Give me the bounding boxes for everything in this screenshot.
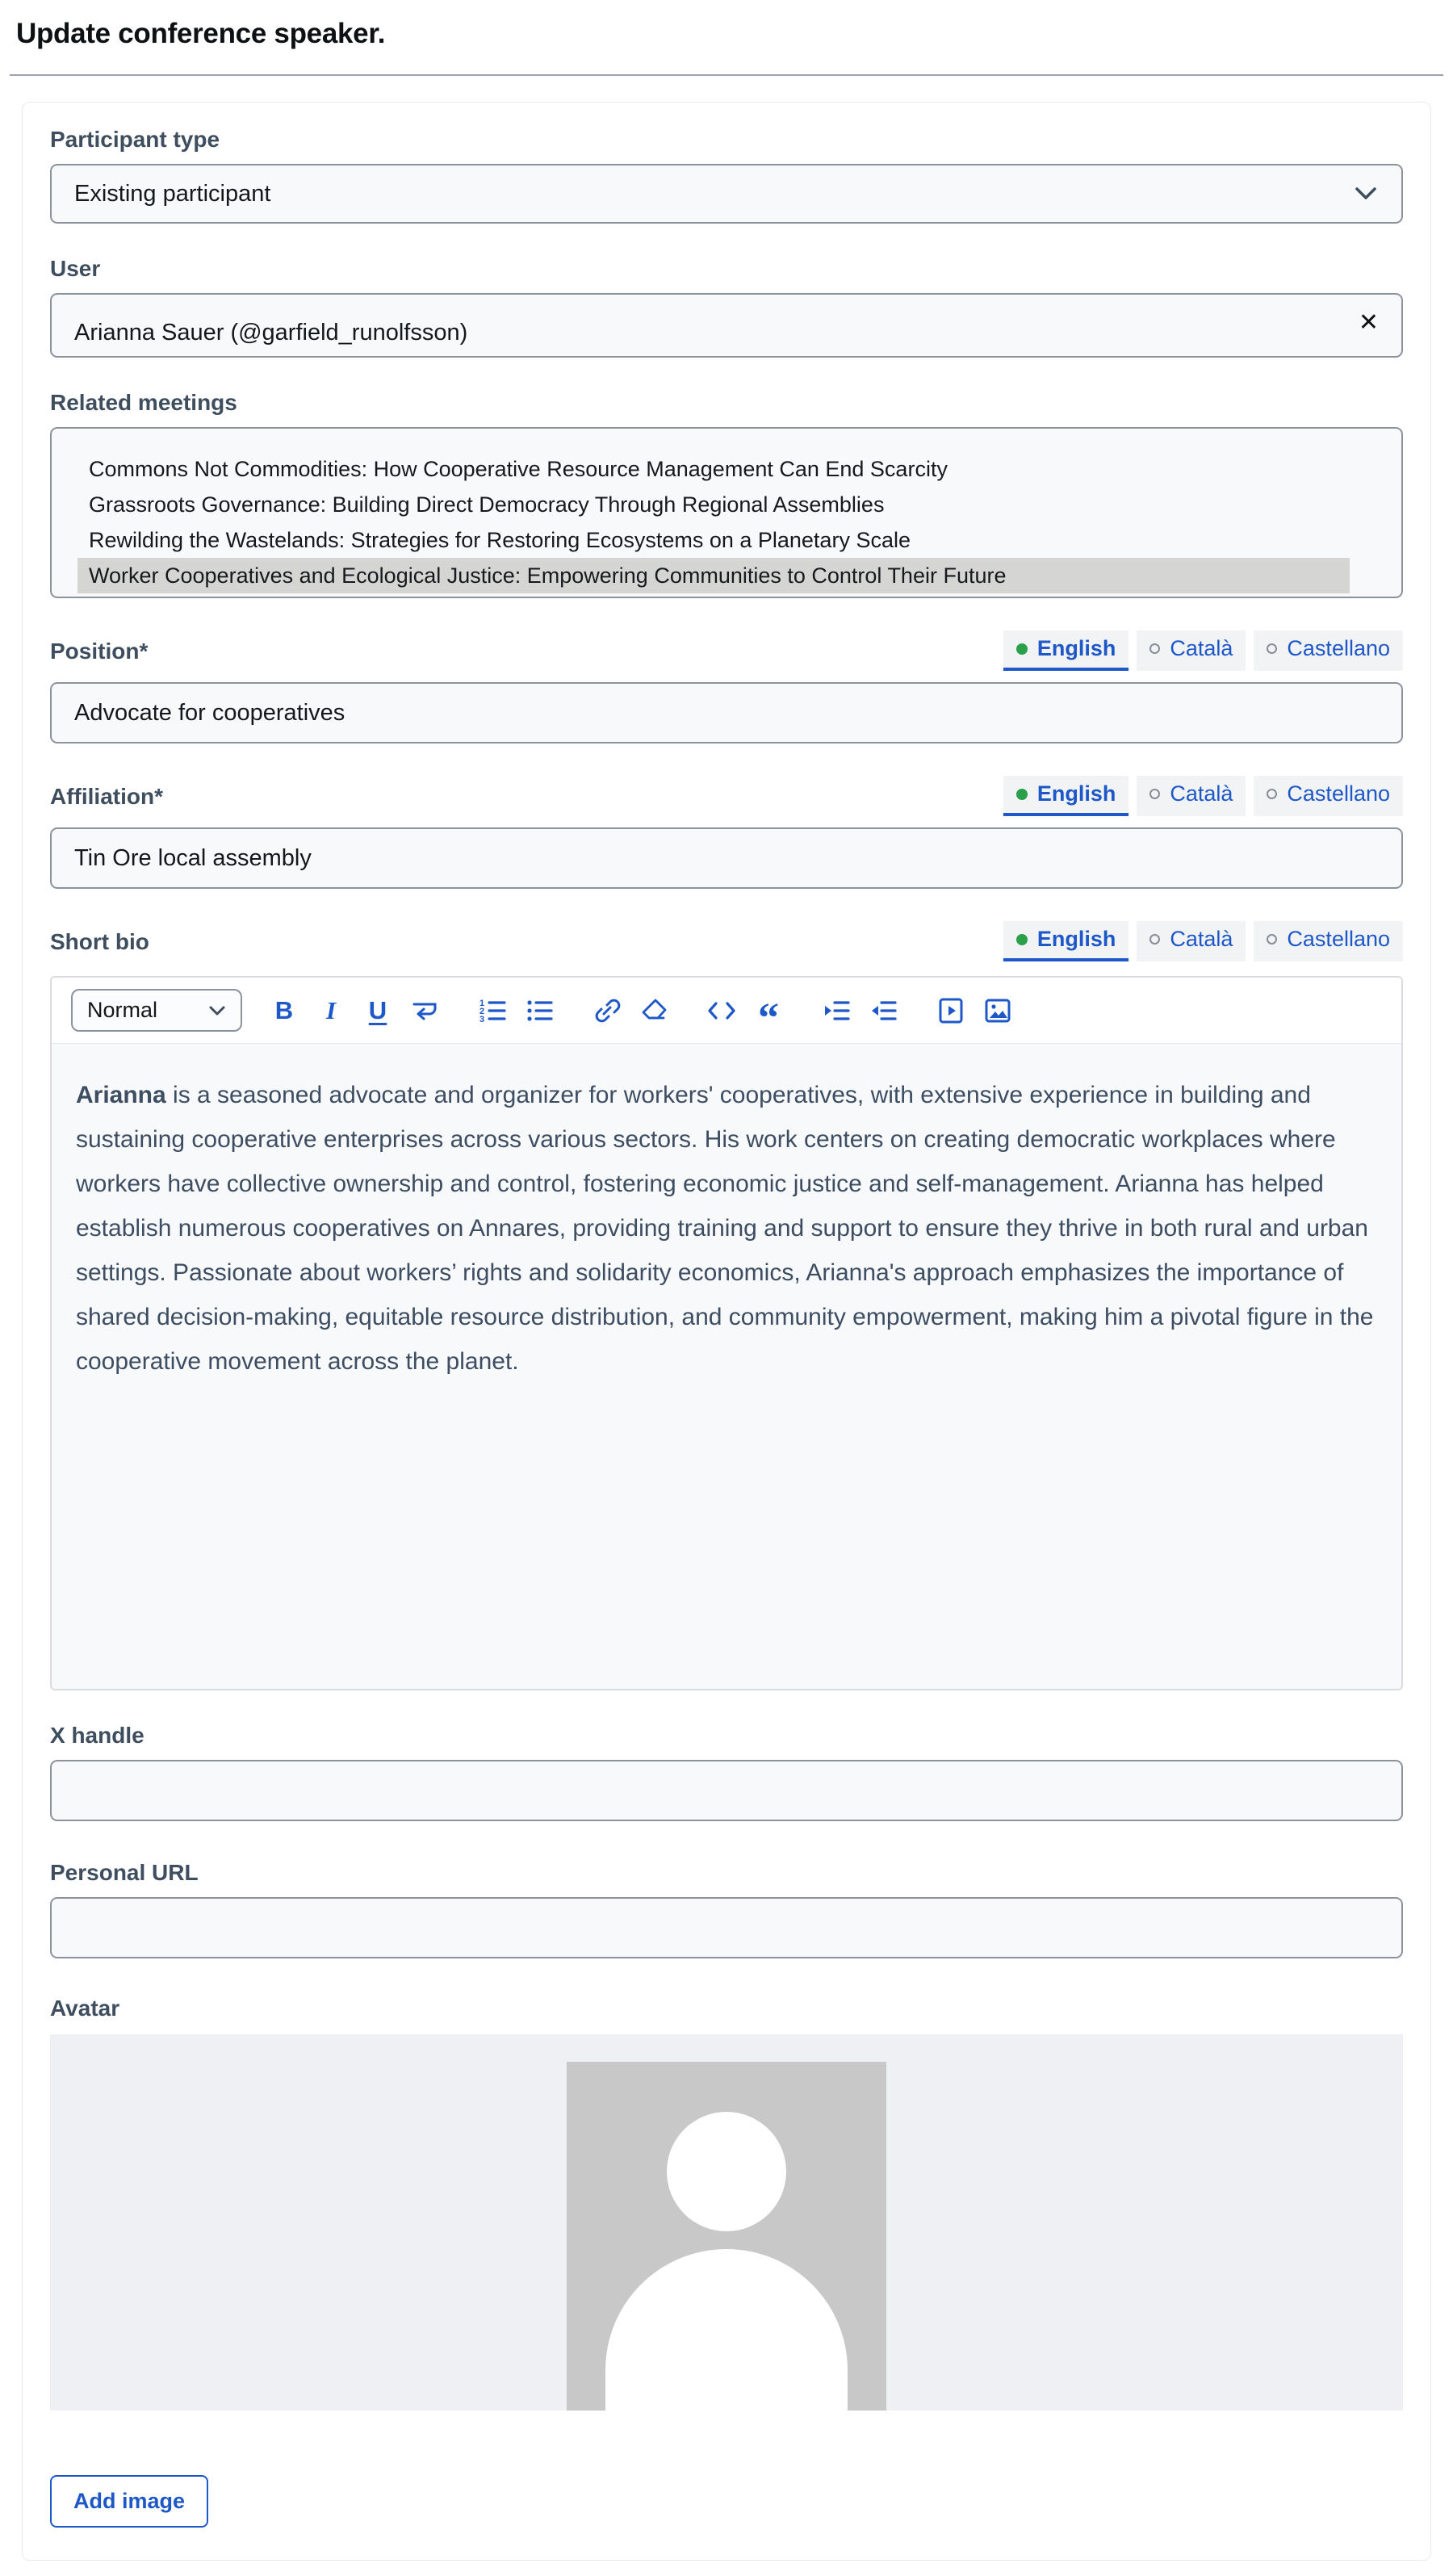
inactive-language-ring-icon (1267, 789, 1277, 799)
indent-icon[interactable] (822, 996, 851, 1025)
tab-language-english[interactable]: English (1003, 921, 1129, 961)
related-meetings-label: Related meetings (50, 390, 237, 415)
avatar-placeholder-image (567, 2062, 886, 2411)
tab-language-catala[interactable]: Català (1137, 776, 1246, 816)
position-language-tabs (1003, 630, 1403, 671)
x-handle-label: X handle (50, 1723, 144, 1748)
meeting-option[interactable]: Rewilding the Wastelands: Strategies for Restoring Ecosystems on a Planetary Scale (89, 528, 911, 552)
inactive-language-ring-icon (1149, 789, 1160, 799)
tab-language-catala[interactable]: Català (1137, 630, 1246, 671)
short-bio-language-tabs (1003, 921, 1403, 961)
blockquote-icon[interactable]: “ (754, 996, 783, 1025)
code-block-icon[interactable] (707, 996, 736, 1025)
link-icon[interactable] (593, 996, 622, 1025)
active-language-dot-icon (1016, 789, 1028, 800)
clear-user-icon[interactable]: ✕ (1358, 309, 1379, 336)
inactive-language-ring-icon (1149, 934, 1160, 945)
avatar-silhouette-body (605, 2249, 848, 2411)
chevron-down-icon (1353, 186, 1379, 202)
bullet-list-icon[interactable] (525, 996, 554, 1025)
meeting-option[interactable]: Commons Not Commodities: How Cooperative Resource Management Can End Scarcity (89, 457, 948, 481)
chevron-down-icon (208, 1005, 226, 1016)
active-language-dot-icon (1016, 934, 1028, 945)
image-icon[interactable] (983, 996, 1012, 1025)
tab-language-english[interactable]: English (1003, 630, 1129, 671)
outdent-icon[interactable] (869, 996, 898, 1025)
participant-type-select[interactable] (50, 164, 1403, 224)
tab-language-english[interactable]: English (1003, 776, 1129, 816)
personal-url-input[interactable] (50, 1897, 1403, 1958)
clear-format-icon[interactable] (639, 996, 668, 1025)
title-divider (10, 74, 1443, 76)
add-image-button[interactable]: Add image (50, 2475, 208, 2528)
participant-type-label: Participant type (50, 127, 220, 152)
meeting-option-selected[interactable]: Worker Cooperatives and Ecological Justice: Empowering Communities to Control Their Future (77, 558, 1350, 593)
editor-toolbar (52, 978, 1401, 1043)
svg-text:1: 1 (479, 998, 485, 1008)
affiliation-input[interactable] (50, 827, 1403, 889)
short-bio-editor-body[interactable] (52, 1043, 1401, 1689)
ordered-list-icon[interactable] (478, 996, 507, 1025)
inactive-language-ring-icon (1149, 643, 1160, 654)
affiliation-label: Affiliation* (50, 784, 163, 809)
soft-break-icon[interactable] (410, 996, 439, 1025)
tab-language-castellano[interactable]: Castellano (1254, 776, 1403, 816)
page-title: Update conference speaker. (16, 18, 386, 49)
participant-type-value: Existing participant (74, 180, 271, 207)
italic-icon[interactable]: I (316, 996, 345, 1025)
bio-lead-word: Arianna (76, 1082, 166, 1108)
inactive-language-ring-icon (1267, 643, 1277, 654)
avatar-preview-panel (50, 2034, 1403, 2411)
svg-text:2: 2 (479, 1006, 485, 1016)
paragraph-style-select[interactable]: Normal (71, 989, 242, 1032)
speaker-form-card (22, 102, 1431, 2561)
tab-language-castellano[interactable]: Castellano (1254, 630, 1403, 671)
avatar-label: Avatar (50, 1996, 120, 2021)
rich-text-editor (50, 976, 1403, 1690)
active-language-dot-icon (1016, 643, 1028, 655)
x-handle-input[interactable] (50, 1760, 1403, 1821)
tab-language-catala[interactable]: Català (1137, 921, 1246, 961)
avatar-silhouette-head (667, 2112, 786, 2231)
bio-text: is a seasoned advocate and organizer for workers' cooperatives, with extensive experience in building and sustaining cooperative enterprises across various sectors. His work centers on creating democratic workplaces where workers have collective ownership and control, fostering economic justice and self-management. Arianna has helped establish numerous cooperatives on Annares, providing training and support to ensure they thrive in both rural and urban settings. Passionate about workers’ rights and solidarity economics, Arianna's approach emphasizes the importance of shared decision-making, equitable resource distribution, and community empowerment, making him a pivotal figure in the cooperative movement across the planet. (76, 1082, 1374, 1375)
underline-icon[interactable]: U (363, 996, 392, 1025)
personal-url-label: Personal URL (50, 1860, 199, 1885)
user-selected-value: Arianna Sauer (@garfield_runolfsson) (74, 320, 468, 346)
video-icon[interactable] (936, 996, 965, 1025)
short-bio-label: Short bio (50, 929, 149, 954)
bold-icon[interactable]: B (270, 996, 299, 1025)
svg-text:3: 3 (479, 1014, 485, 1024)
tab-language-castellano[interactable]: Castellano (1254, 921, 1403, 961)
affiliation-language-tabs (1003, 776, 1403, 816)
user-select-widget[interactable] (50, 293, 1403, 358)
inactive-language-ring-icon (1267, 934, 1277, 945)
meeting-option[interactable]: Grassroots Governance: Building Direct Democracy Through Regional Assemblies (89, 492, 885, 517)
user-label: User (50, 256, 101, 281)
position-label: Position* (50, 639, 149, 664)
position-input[interactable] (50, 682, 1403, 743)
related-meetings-listbox[interactable] (50, 427, 1403, 598)
